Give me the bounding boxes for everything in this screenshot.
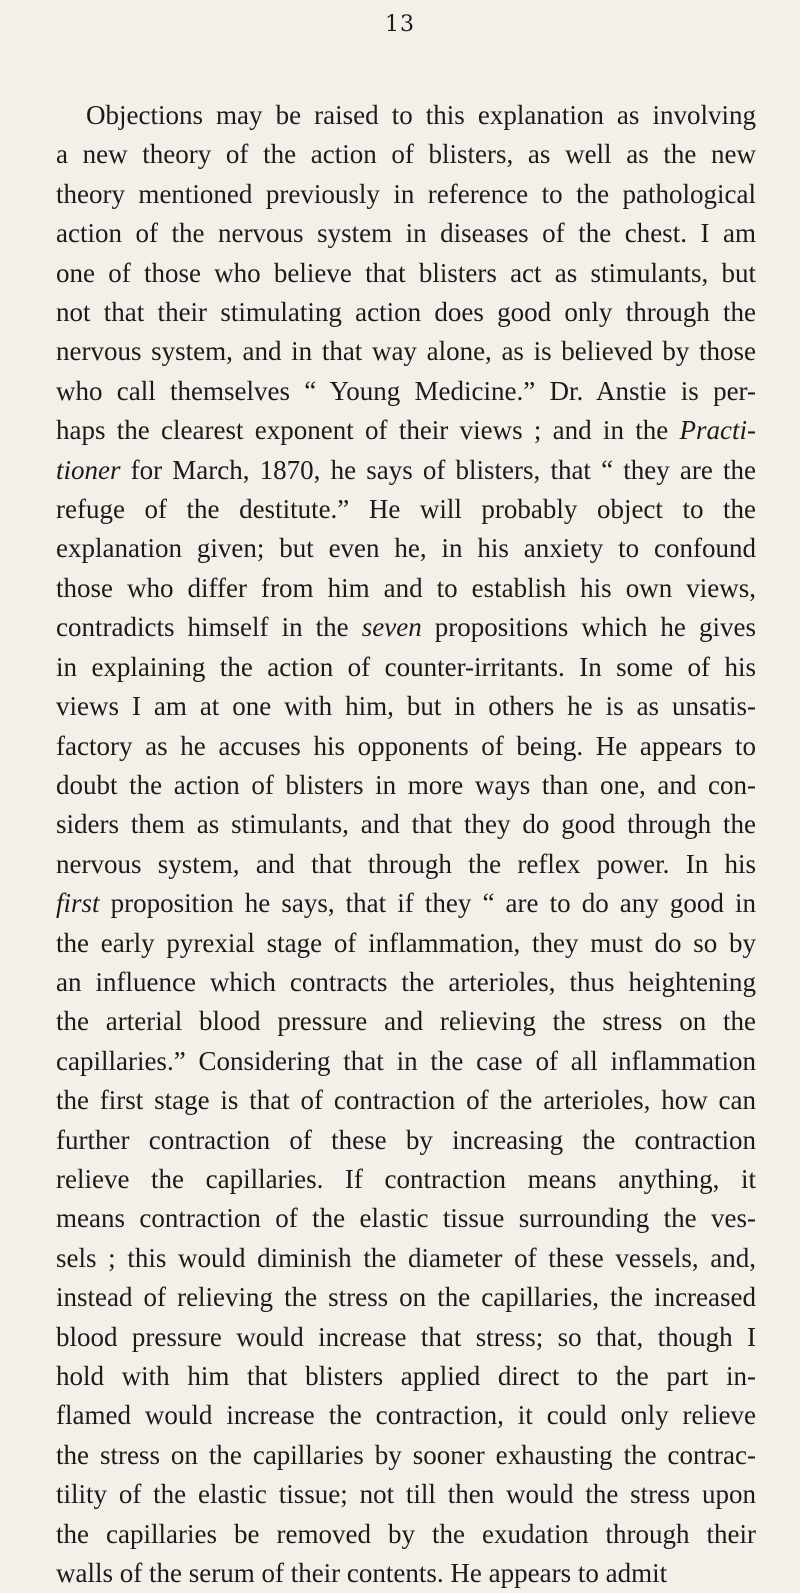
text-line [56,411,756,450]
text-line: an influence which contracts the arterioles, thus heightening [56,966,756,997]
text-line: nervous system, and that through the reflex power. In his [56,848,756,879]
page-number: 13 [385,12,415,37]
text-line: the first stage is that of contraction of the arterioles, how can [56,1085,756,1116]
text-line [56,884,756,923]
text-line: flamed would increase the contraction, it could only relieve [56,1400,756,1431]
text-line: the arterial blood pressure and relieving the stress on the [56,1006,756,1037]
text-line: hold with him that blisters applied direct to the part in- [56,1361,756,1391]
text-line: the stress on the capillaries by sooner exhausting the contrac- [56,1439,756,1470]
text-line: capillaries.” Considering that in the case of all inflammation [56,1045,756,1076]
text-line: nervous system, and in that way alone, as is believed by those [56,336,756,367]
text-line [56,451,756,490]
text-line: walls of the serum of their contents. He appears to admit [56,1558,668,1589]
text-line: in explaining the action of counter-irritants. In some of his [56,651,756,682]
text-line: factory as he accuses his opponents of being. He appears to [56,730,756,761]
italic-text-run: first [56,888,100,919]
text-line: relieve the capillaries. If contraction means anything, it [56,1163,756,1194]
text-line: blood pressure would increase that stress; so that, though I [56,1321,756,1352]
text-line: a new theory of the action of blisters, as well as the new [56,139,756,170]
text-line [56,608,756,647]
text-line: refuge of the destitute.” He will probably object to the [56,494,756,525]
text-line: the capillaries be removed by the exudation through their [56,1518,756,1549]
text-line: views I am at one with him, but in others he is as unsatis- [56,691,756,722]
text-line: action of the nervous system in diseases of the chest. I am [56,218,756,249]
italic-text-run: tioner [56,454,121,485]
text-line: instead of relieving the stress on the capillaries, the increased [56,1282,756,1313]
text-run: for March, 1870, he says of blisters, that “ they are the [120,454,756,485]
text-line: siders them as stimulants, and that they do good through the [56,809,756,840]
text-line: theory mentioned previously in reference to the pathological [56,178,756,209]
text-line: means contraction of the elastic tissue surrounding the ves- [56,1203,756,1234]
text-run: propositions which he gives [421,612,756,643]
text-line: one of those who believe that blisters act as stimulants, but [56,257,756,288]
text-run: proposition he says, that if they “ are to do any good in [99,888,756,919]
text-line: those who differ from him and to establish his own views, [56,572,756,603]
italic-text-run: Practi- [679,415,756,446]
body-paragraph [56,96,756,1593]
text-line: explanation given; but even he, in his anxiety to confound [56,533,756,564]
text-line: who call themselves “ Young Medicine.” Dr. Anstie is per- [56,375,756,406]
text-line: doubt the action of blisters in more ways than one, and con- [56,769,756,800]
text-line: the early pyrexial stage of inflammation, they must do so by [56,927,756,958]
text-line: sels ; this would diminish the diameter of these vessels, and, [56,1242,756,1273]
text-run: contradicts himself in the [56,612,362,643]
text-line: tility of the elastic tissue; not till then would the stress upon [56,1479,756,1510]
text-line: Objections may be raised to this explanation as involving [86,100,756,130]
italic-text-run: seven [361,612,422,643]
text-line: not that their stimulating action does good only through the [56,297,756,328]
text-line: further contraction of these by increasing the contraction [56,1124,756,1155]
text-run: haps the clearest exponent of their views ; and in the [56,415,680,446]
